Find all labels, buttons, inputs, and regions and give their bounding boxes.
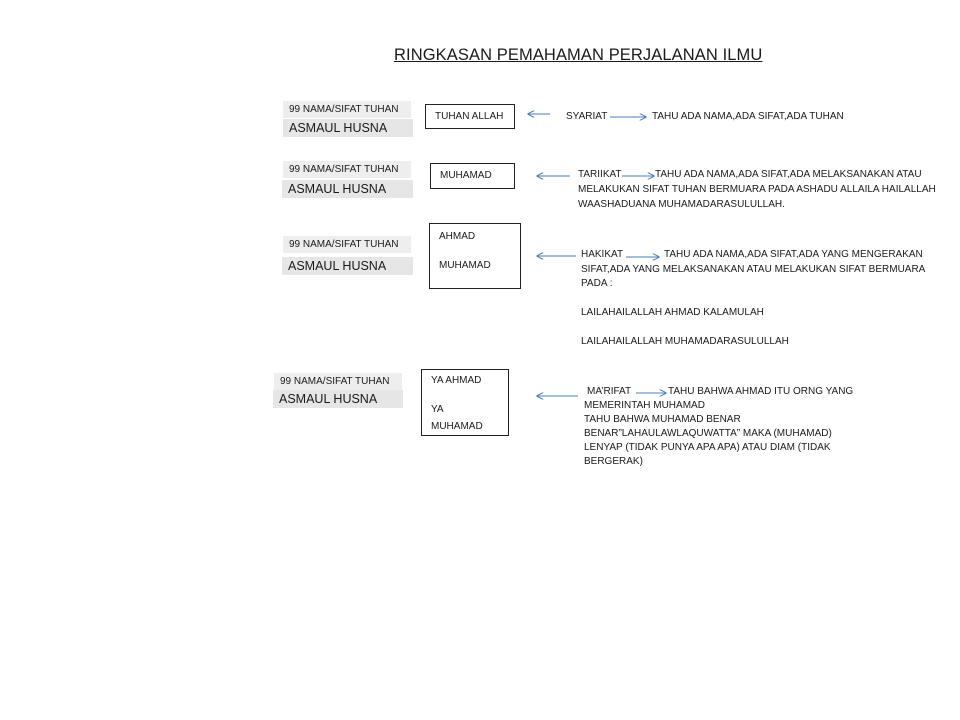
row4-box-line2: YA	[431, 404, 444, 415]
row3-label-big: ASMAUL HUSNA	[282, 257, 413, 275]
row4-label-big: ASMAUL HUSNA	[273, 390, 403, 408]
row4-stage: MA’RIFAT	[587, 386, 632, 397]
row4-line3: TAHU BAHWA MUHAMAD BENAR	[584, 414, 741, 425]
row2-stage-text: TAHU ADA NAMA,ADA SIFAT,ADA MELAKSANAKAN ATAU	[655, 169, 922, 180]
row2-line2: MELAKUKAN SIFAT TUHAN BERMUARA PADA ASHADU ALLAILA HAILALLAH	[578, 184, 936, 195]
row2-line3: WAASHADUANA MUHAMADARASULULLAH.	[578, 199, 785, 210]
row1-stage: SYARIAT	[566, 111, 608, 122]
row3-stage-text: TAHU ADA NAMA,ADA SIFAT,ADA YANG MENGERAKAN	[664, 249, 923, 260]
row4-line6: BERGERAK)	[584, 456, 643, 467]
row4-label-small: 99 NAMA/SIFAT TUHAN	[274, 373, 402, 390]
row1-stage-text: TAHU ADA NAMA,ADA SIFAT,ADA TUHAN	[652, 111, 844, 122]
row4-line4: BENAR”LAHAULAWLAQUWATTA” MAKA (MUHAMAD)	[584, 428, 832, 439]
row3-line4: LAILAHAILALLAH AHMAD KALAMULAH	[581, 307, 764, 318]
row3-line5: LAILAHAILALLAH MUHAMADARASULULLAH	[581, 336, 789, 347]
row1-box-line1: TUHAN ALLAH	[435, 111, 504, 122]
row1-box	[425, 104, 515, 129]
row4-box-line1: YA AHMAD	[431, 375, 482, 386]
row3-label-small: 99 NAMA/SIFAT TUHAN	[283, 236, 411, 253]
row2-label-big: ASMAUL HUSNA	[282, 180, 413, 198]
row4-box	[421, 369, 509, 436]
row2-label-small: 99 NAMA/SIFAT TUHAN	[283, 161, 411, 178]
row3-box-line2: MUHAMAD	[439, 260, 491, 271]
row3-stage: HAKIKAT	[581, 249, 624, 260]
row4-line2: MEMERINTAH MUHAMAD	[584, 400, 705, 411]
row4-box-line3: MUHAMAD	[431, 421, 483, 432]
row3-box-line1: AHMAD	[439, 231, 476, 242]
row2-box	[430, 163, 515, 189]
row4-stage-text: TAHU BAHWA AHMAD ITU ORNG YANG	[668, 386, 854, 397]
row4-line5: LENYAP (TIDAK PUNYA APA APA) ATAU DIAM (TIDAK	[584, 442, 831, 453]
page-title: RINGKASAN PEMAHAMAN PERJALANAN ILMU	[394, 46, 763, 64]
row3-box	[429, 223, 521, 289]
row2-box-line1: MUHAMAD	[440, 170, 492, 181]
row1-label-big: ASMAUL HUSNA	[283, 119, 413, 137]
row2-stage: TARIIKAT	[578, 169, 622, 180]
row3-line2: SIFAT,ADA YANG MELAKSANAKAN ATAU MELAKUKAN SIFAT BERMUARA	[581, 264, 926, 275]
row3-line3: PADA :	[581, 278, 613, 289]
row1-label-small: 99 NAMA/SIFAT TUHAN	[283, 101, 411, 118]
